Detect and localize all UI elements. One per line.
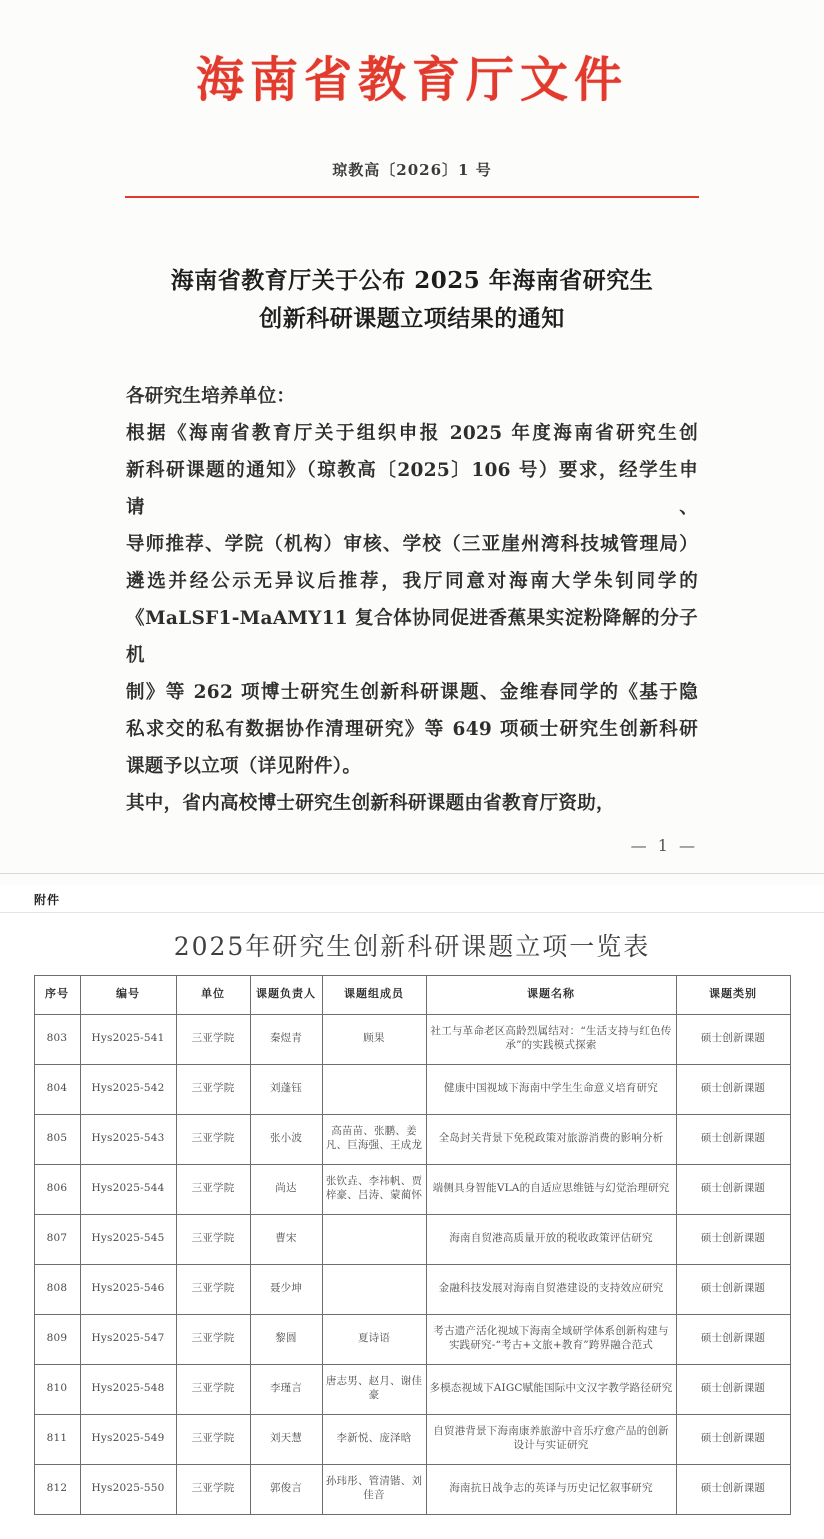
cell-leader: 刘蓬钰 — [250, 1064, 322, 1114]
cell-code: Hys2025-549 — [80, 1414, 176, 1464]
masthead-title: 海南省教育厅文件 — [195, 52, 628, 108]
salutation: 各研究生培养单位： — [126, 385, 296, 407]
cell-topic: 全岛封关背景下免税政策对旅游消费的影响分析 — [426, 1114, 676, 1164]
cell-members — [322, 1264, 426, 1314]
cell-type: 硕士创新课题 — [676, 1364, 790, 1414]
cell-topic: 金融科技发展对海南自贸港建设的支持效应研究 — [426, 1264, 676, 1314]
cell-members: 夏诗语 — [322, 1314, 426, 1364]
table-row — [34, 1114, 790, 1164]
notice-title-line-1: 海南省教育厅关于公布 2025 年海南省研究生 — [170, 266, 654, 294]
cell-leader: 秦煜青 — [250, 1014, 322, 1064]
col-header-members: 课题组成员 — [322, 975, 426, 1014]
cell-leader: 曹宋 — [250, 1214, 322, 1264]
col-header-leader: 课题负责人 — [250, 975, 322, 1014]
cell-code: Hys2025-550 — [80, 1464, 176, 1514]
col-header-type: 课题类别 — [676, 975, 790, 1014]
cell-unit: 三亚学院 — [176, 1414, 250, 1464]
cell-code: Hys2025-541 — [80, 1014, 176, 1064]
cell-topic: 健康中国视域下海南中学生生命意义培育研究 — [426, 1064, 676, 1114]
cell-seq: 804 — [34, 1064, 80, 1114]
notice-body — [126, 378, 698, 822]
cell-seq: 812 — [34, 1464, 80, 1514]
cell-type: 硕士创新课题 — [676, 1464, 790, 1514]
project-table — [34, 975, 791, 1515]
table-row — [34, 1064, 790, 1114]
cell-unit: 三亚学院 — [176, 1214, 250, 1264]
cell-type: 硕士创新课题 — [676, 1014, 790, 1064]
cell-members: 高苗苗、张鹏、姜凡、巨海强、王成龙 — [322, 1114, 426, 1164]
cell-leader: 郭俊言 — [250, 1464, 322, 1514]
cell-leader: 刘天慧 — [250, 1414, 322, 1464]
cell-seq: 809 — [34, 1314, 80, 1364]
cell-code: Hys2025-546 — [80, 1264, 176, 1314]
body-line-5: 《MaLSF1-MaAMY11 复合体协同促进香蕉果实淀粉降解的分子机 — [126, 607, 698, 666]
cell-seq: 811 — [34, 1414, 80, 1464]
cell-members: 顾果 — [322, 1014, 426, 1064]
body-line-8: 课题予以立项（详见附件）。 — [126, 755, 362, 777]
table-body — [34, 1014, 790, 1514]
table-row — [34, 1364, 790, 1414]
cell-leader: 张小波 — [250, 1114, 322, 1164]
cell-seq: 803 — [34, 1014, 80, 1064]
cell-members: 孙玮彤、管清锴、刘佳音 — [322, 1464, 426, 1514]
col-header-seq: 序号 — [34, 975, 80, 1014]
cell-code: Hys2025-543 — [80, 1114, 176, 1164]
cell-seq: 810 — [34, 1364, 80, 1414]
cell-type: 硕士创新课题 — [676, 1314, 790, 1364]
notice-title — [127, 262, 697, 338]
cell-unit: 三亚学院 — [176, 1164, 250, 1214]
cell-unit: 三亚学院 — [176, 1364, 250, 1414]
sheet-divider — [0, 873, 824, 875]
document-number: 琼教高〔2026〕1 号 — [332, 160, 492, 179]
table-row — [34, 1264, 790, 1314]
cell-leader: 黎圆 — [250, 1314, 322, 1364]
cell-members: 李新悦、庞泽晗 — [322, 1414, 426, 1464]
body-line-6: 制》等 262 项博士研究生创新科研课题、金维春同学的《基于隐 — [126, 681, 698, 703]
col-header-topic: 课题名称 — [426, 975, 676, 1014]
cell-topic: 多模态视域下AIGC赋能国际中文汉字教学路径研究 — [426, 1364, 676, 1414]
cell-type: 硕士创新课题 — [676, 1214, 790, 1264]
table-header-row — [34, 975, 790, 1014]
cell-unit: 三亚学院 — [176, 1114, 250, 1164]
cell-members: 唐志男、赵月、谢佳豪 — [322, 1364, 426, 1414]
cell-unit: 三亚学院 — [176, 1064, 250, 1114]
col-header-unit: 单位 — [176, 975, 250, 1014]
body-line-1: 根据《海南省教育厅关于组织申报 2025 年度海南省研究生创 — [126, 422, 698, 444]
attachment-section — [0, 885, 824, 1539]
page-number: — 1 — — [630, 835, 698, 855]
cell-unit: 三亚学院 — [176, 1314, 250, 1364]
cell-type: 硕士创新课题 — [676, 1264, 790, 1314]
table-row — [34, 1314, 790, 1364]
cell-unit: 三亚学院 — [176, 1014, 250, 1064]
table-row — [34, 1464, 790, 1514]
cell-seq: 807 — [34, 1214, 80, 1264]
cell-topic: 海南抗日战争志的英译与历史记忆叙事研究 — [426, 1464, 676, 1514]
red-divider-rule — [125, 196, 699, 198]
cell-leader: 李瑾言 — [250, 1364, 322, 1414]
cell-unit: 三亚学院 — [176, 1264, 250, 1314]
cell-leader: 聂少坤 — [250, 1264, 322, 1314]
masthead — [0, 0, 824, 107]
cell-topic: 考古遗产活化视域下海南全域研学体系创新构建与实践研究-“考古+文旅+教育”跨界融合范式 — [426, 1314, 676, 1364]
cell-members — [322, 1064, 426, 1114]
cell-unit: 三亚学院 — [176, 1464, 250, 1514]
cell-seq: 806 — [34, 1164, 80, 1214]
attachment-title: 2025年研究生创新科研课题立项一览表 — [173, 931, 651, 961]
cell-code: Hys2025-548 — [80, 1364, 176, 1414]
cell-members: 张钦垚、李祎帆、贾梓豪、吕涛、蒙蔺怀 — [322, 1164, 426, 1214]
cell-type: 硕士创新课题 — [676, 1164, 790, 1214]
cell-topic: 自贸港背景下海南康养旅游中音乐疗愈产品的创新设计与实证研究 — [426, 1414, 676, 1464]
table-row — [34, 1014, 790, 1064]
table-row — [34, 1414, 790, 1464]
attachment-label: 附件 — [0, 885, 824, 913]
table-row — [34, 1214, 790, 1264]
cell-type: 硕士创新课题 — [676, 1414, 790, 1464]
body-line-2: 新科研课题的通知》（琼教高〔2025〕106 号）要求，经学生申请、 — [126, 459, 698, 518]
cell-type: 硕士创新课题 — [676, 1064, 790, 1114]
body-line-3: 导师推荐、学院（机构）审核、学校（三亚崖州湾科技城管理局） — [126, 533, 698, 555]
col-header-code: 编号 — [80, 975, 176, 1014]
cell-code: Hys2025-545 — [80, 1214, 176, 1264]
cell-code: Hys2025-542 — [80, 1064, 176, 1114]
table-row — [34, 1164, 790, 1214]
cell-topic: 端侧具身智能VLA的自适应思维链与幻觉治理研究 — [426, 1164, 676, 1214]
cell-leader: 尚达 — [250, 1164, 322, 1214]
cell-members — [322, 1214, 426, 1264]
body-line-7: 私求交的私有数据协作清理研究》等 649 项硕士研究生创新科研 — [126, 718, 698, 740]
cell-seq: 808 — [34, 1264, 80, 1314]
body-line-9: 其中，省内高校博士研究生创新科研课题由省教育厅资助， — [126, 792, 615, 814]
notice-title-line-2: 创新科研课题立项结果的通知 — [259, 304, 565, 332]
cell-code: Hys2025-544 — [80, 1164, 176, 1214]
body-line-4: 遴选并经公示无异议后推荐，我厅同意对海南大学朱钊同学的 — [126, 570, 698, 592]
cell-type: 硕士创新课题 — [676, 1114, 790, 1164]
cell-code: Hys2025-547 — [80, 1314, 176, 1364]
cell-topic: 社工与革命老区高龄烈属结对：“生活支持与红色传承”的实践模式探索 — [426, 1014, 676, 1064]
cell-seq: 805 — [34, 1114, 80, 1164]
cell-topic: 海南自贸港高质量开放的税收政策评估研究 — [426, 1214, 676, 1264]
